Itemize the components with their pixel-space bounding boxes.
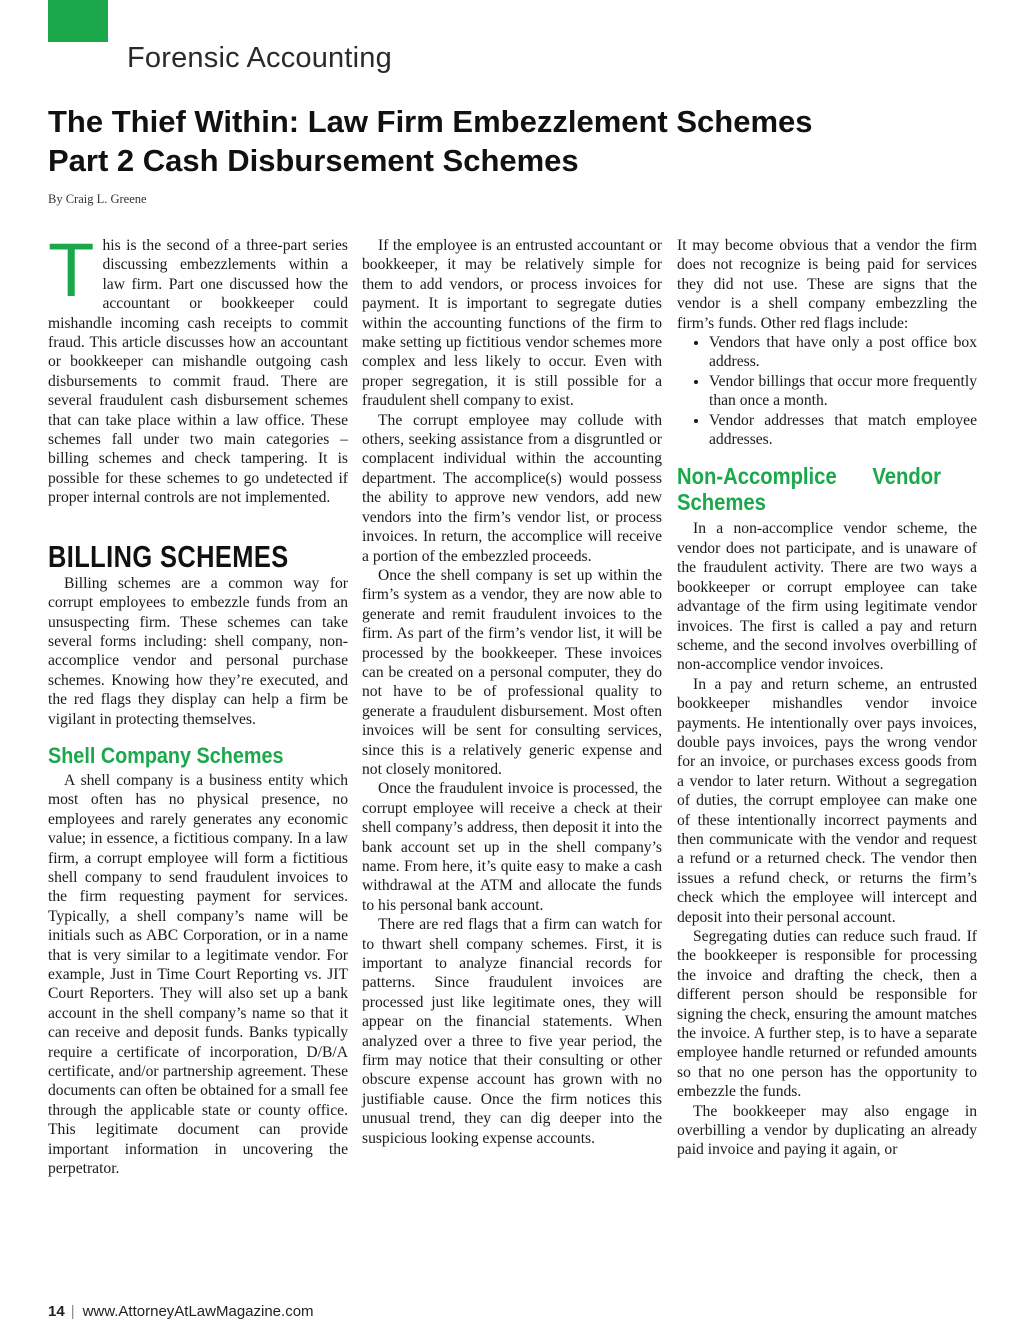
col2-paragraph-3: Once the shell company is set up within the firm’s system as a vendor, they are now able to generate and remit fraudulent invoices to the firm. As part of the firm’s vendor list, it will be processed by the bookkeeper. These invoices can be created on a personal computer, they do not have to be of professional quality to generate a fraudulent disbursement. Most often invoices will be sent for consulting services, since this is a relatively generic expense and not closely monitored. [362,566,662,778]
shell-company-heading: Shell Company Schemes [48,742,284,768]
intro-paragraph [48,228,348,508]
non-accomplice-heading: Non-Accomplice Vendor Schemes [677,463,941,516]
website-link[interactable]: www.AttorneyAtLawMagazine.com [82,1303,314,1320]
footer-separator: | [70,1303,75,1320]
billing-schemes-heading: BILLING SCHEMES [48,538,289,574]
col2-paragraph-4: Once the fraudulent invoice is processed, the corrupt employee will receive a check at their shell company’s address, then deposit it into the bank account set up in the shell company’s name. From here, it’s quite easy to make a cash withdrawal at the ATM and allocate the funds to his personal bank account. [362,780,662,914]
page-number: 14 [48,1303,65,1320]
col3-paragraph-1: It may become obvious that a vendor the firm does not recognize is being paid for services they did not use. These are signs that the vendor is a shell company embezzling the firm’s funds. Other red flags include: [677,237,977,332]
title-line-1: The Thief Within: Law Firm Embezzlement Schemes [48,104,813,139]
col3-paragraph-4: Segregating duties can reduce such fraud. If the bookkeeper is responsible for processing the invoice and drafting the check, then a different person should be responsible for signing the check, ensuring the amount matches the invoice. A further step, is to have a separate employee handle returned or refunded amounts so that no one person has the opportunity to embezzle the funds. [677,928,977,1101]
section-color-block [48,0,108,42]
col3-paragraph-3: In a pay and return scheme, an entrusted bookkeeper mishandles vendor invoice payments. He intentionally over pays invoices, double pays invoices, pays the wrong vendor for an invoice, or purchases excess goods from a vendor to later return. Without a segregation of duties, the corrupt employee can make one of these intentionally incorrect payments and then communicate with the vendor and request a refund or a returned check. The vendor then issues a refund check, or returns the firm’s check which the employee will intercept and deposit into their personal account. [677,675,977,926]
page-footer [48,1303,314,1320]
list-item: • Vendor billings that occur more frequently than once a month. [709,372,977,411]
intro-text: his is the second of a three-part series discussing embezzlements within a law firm. Part one discussed how the accountant or bookkeeper could mishandle incoming cash receipts to commit fraud. This article discusses how an accountant or bookkeeper can mishandle outgoing cash disbursements to commit fraud. There are several fraudulent cash disbursement schemes that can take place within a law office. These schemes fall under two main categories – billing schemes and check tampering. It is possible for these schemes to go undetected if proper internal controls are not implemented. [48,237,348,507]
col3-paragraph-2: In a non-accomplice vendor scheme, the vendor does not participate, and is unaware of the fraudulent activity. There are two ways a bookkeeper or corrupt employee can take advantage of the firm using legitimate vendor invoices. The first is called a pay and return scheme, and the second involves overbilling of non-accomplice vendor invoices. [677,520,977,674]
article-title [48,102,988,180]
col3-paragraph-5: The bookkeeper may also engage in overbilling a vendor by duplicating an already paid invoice and paying it again, or [677,1102,977,1159]
col2-paragraph-2: The corrupt employee may collude with others, seeking assistance from a disgruntled or complacent individual within the accounting department. The accomplice(s) would possess the ability to approve new vendors, add new vendors into the firm’s vendor list, or process invoices. In return, the accomplice will receive a portion of the embezzled proceeds. [362,411,662,565]
col2-paragraph-5: There are red flags that a firm can watch for to thwart shell company schemes. First, it is important to analyze financial records for patterns. Since fraudulent invoices are processed just like legitimate ones, they will appear on the financial statements. When analyzed over a three to five year period, the firm may notice that their consulting or other obscure expense account has grown with no justifiable cause. Once the firm notices this unusual trend, they can dig deeper into the suspicious looking expense accounts. [362,916,662,1147]
byline: By Craig L. Greene [48,192,147,206]
column-1 [48,228,348,1178]
col2-paragraph-1: If the employee is an entrusted accountant or bookkeeper, it may be relatively simple for them to add vendors, or process invoices for payment. It is important to segregate duties within the accounting functions of the firm to make setting up fictitious vendor schemes more complex and less likely to occur. Even with proper segregation, it is still possible for a fraudulent shell company to exist. [362,237,662,410]
section-label: Forensic Accounting [127,42,392,74]
red-flags-list [677,333,977,449]
column-3 [677,236,977,1160]
drop-cap: T [48,228,95,313]
title-line-2: Part 2 Cash Disbursement Schemes [48,143,579,178]
billing-paragraph: Billing schemes are a common way for corrupt employees to embezzle funds from an unsuspecting firm. These schemes can take several forms including: shell company, non-accomplice vendor and personal purchase schemes. Knowing how they’re executed, and the red flags they display can help a firm be vigilant in protecting themselves. [48,574,348,728]
column-2 [362,236,662,1148]
list-item: • Vendors that have only a post office box address. [709,333,977,372]
shell-company-paragraph: A shell company is a business entity which most often has no physical presence, no employees and rarely generates any economic value; in essence, a fictitious company. In a law firm, a corrupt employee will form a fictitious shell company to send fraudulent invoices to the firm requesting payment for services. Typically, a shell company’s name will be initials such as ABC Corporation, or in a name that is very similar to a legitimate vendor. For example, Just in Time Court Reporting vs. JIT Court Reporters. They will also set up a bank account in the shell company’s name so that it can receive and deposit funds. Banks typically require a certificate of incorporation, D/B/A certificate, and/or partnership agreement. These documents can often be obtained for a small fee through the applicable state or county office. This legitimate document can provide important information in uncovering the perpetrator. [48,771,348,1178]
list-item: • Vendor addresses that match employee addresses. [709,411,977,450]
